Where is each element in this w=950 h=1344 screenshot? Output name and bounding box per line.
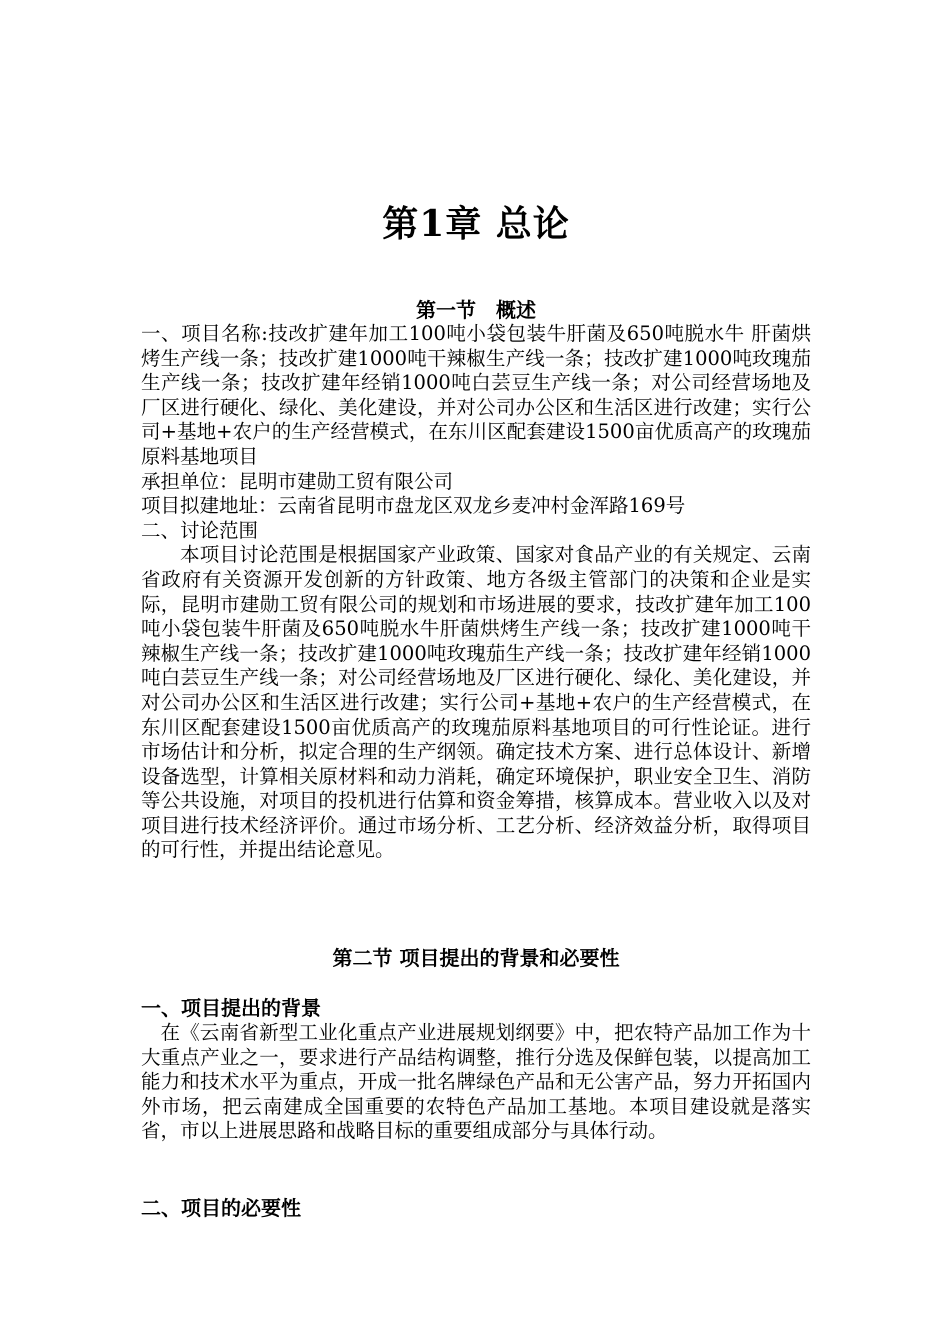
background-heading: 一、项目提出的背景: [141, 996, 321, 1020]
scope-paragraph: 本项目讨论范围是根据国家产业政策、国家对食品产业的有关规定、云南省政府有关资源开发创新的方针政策、地方各级主管部门的决策和企业是实际，昆明市建勋工贸有限公司的规划和市场进展的要求，技改扩建年加工100吨小袋包装牛肝菌及650吨脱水牛肝菌烘烤生产线一条；技改扩建1000吨干辣椒生产线一条；技改扩建1000吨玫瑰茄生产线一条；技改扩建年经销1000吨白芸豆生产线一条；对公司经营场地及厂区进行硬化、绿化、美化建设，并对公司办公区和生活区进行改建；实行公司+基地+农户的生产经营模式，在东川区配套建设1500亩优质高产的玫瑰茄原料基地项目的可行性论证。进行市场估计和分析，拟定合理的生产纲领。确定技术方案、进行总体设计、新增设备选型，计算相关原材料和动力消耗，确定环境保护，职业安全卫生、消防等公共设施，对项目的投机进行估算和资金筹措，核算成本。营业收入以及对项目进行技术经济评价。通过市场分析、工艺分析、经济效益分析，取得项目的可行性，并提出结论意见。: [141, 543, 811, 862]
address-line: 项目拟建地址：云南省昆明市盘龙区双龙乡麦冲村金浑路169号: [141, 494, 686, 518]
section-1-title: 第一节 概述: [416, 298, 536, 322]
project-name-paragraph: 一、项目名称:技改扩建年加工100吨小袋包装牛肝菌及650吨脱水牛 肝菌烘烤生产线一条；技改扩建1000吨干辣椒生产线一条；技改扩建1000吨玫瑰茄生产线一条；技改扩建年经销1000吨白芸豆生产线一条；对公司经营场地及厂区进行硬化、绿化、美化建设，并对公司办公区和生活区进行改建；实行公司+基地+农户的生产经营模式，在东川区配套建设1500亩优质高产的玫瑰茄原料基地项目: [141, 322, 811, 468]
section-1-body: [141, 322, 811, 863]
necessity-heading: 二、项目的必要性: [141, 1196, 301, 1220]
undertaker-line: 承担单位：昆明市建勋工贸有限公司: [141, 469, 454, 493]
section-2-title: 第二节 项目提出的背景和必要性: [332, 946, 620, 970]
chapter-title: 第1章 总论: [382, 203, 570, 245]
scope-heading: 二、讨论范围: [141, 518, 259, 542]
background-paragraph: 在《云南省新型工业化重点产业进展规划纲要》中，把农特产品加工作为十大重点产业之一，要求进行产品结构调整，推行分选及保鲜包装，以提高加工能力和技术水平为重点，开成一批名牌绿色产品和无公害产品，努力开拓国内外市场，把云南建成全国重要的农特色产品加工基地。本项目建设就是落实省，市以上进展思路和战略目标的重要组成部分与具体行动。: [141, 1021, 811, 1143]
background-body: [141, 1021, 811, 1144]
